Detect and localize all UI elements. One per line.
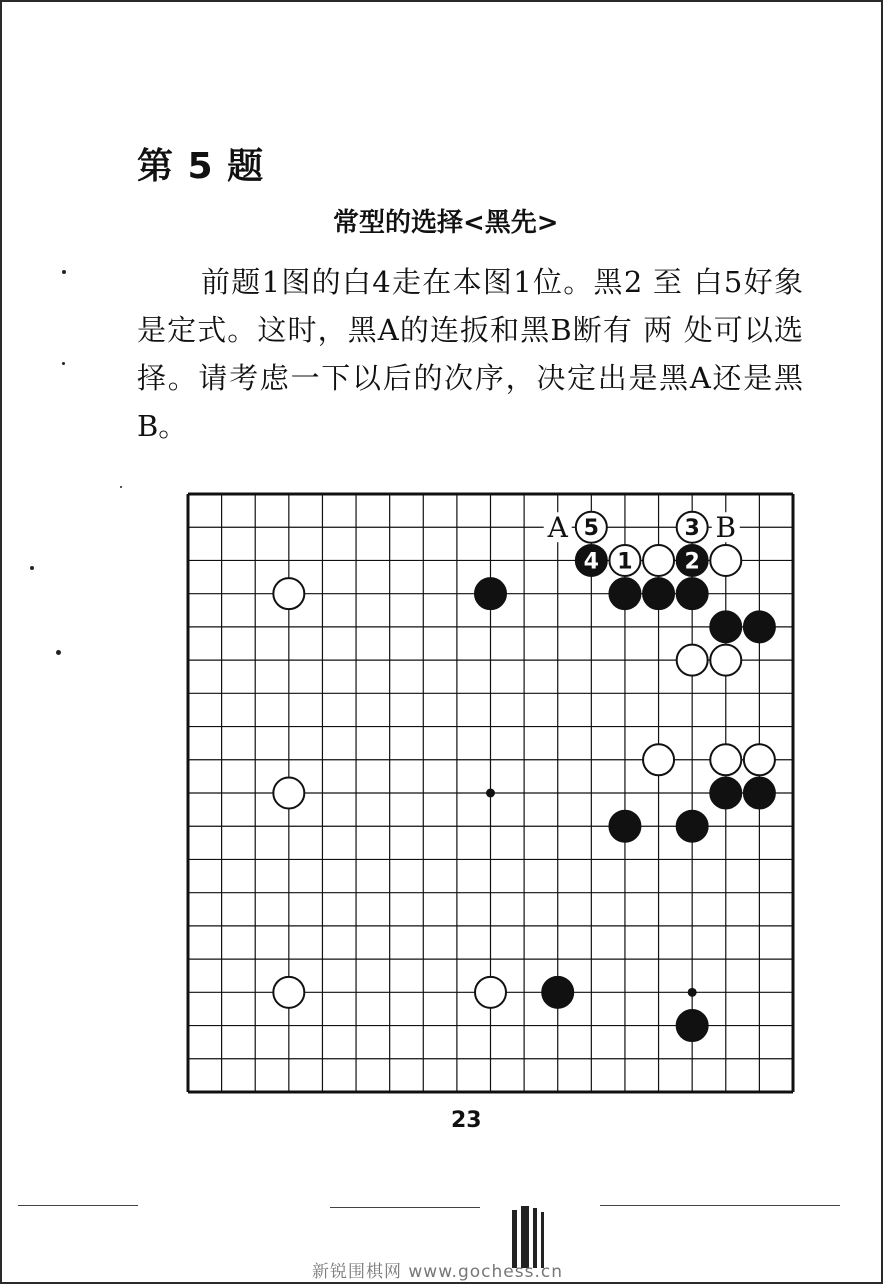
white-stone [677, 645, 708, 676]
white-stone [475, 977, 506, 1008]
move-number: 3 [684, 516, 700, 542]
bottom-rule-right [600, 1205, 840, 1206]
white-stone [710, 545, 741, 576]
marker-label-A: A [547, 511, 568, 545]
bottom-rule-left [18, 1205, 138, 1206]
bottom-rule-mid [330, 1207, 480, 1208]
black-stone [710, 778, 741, 809]
move-number: 2 [684, 549, 700, 575]
white-stone [710, 645, 741, 676]
white-stone [744, 744, 775, 775]
white-stone [273, 578, 304, 609]
star-point [486, 789, 495, 798]
black-stone [677, 578, 708, 609]
problem-description: 前题1图的白4走在本图1位。黑2 至 白5好象是定式。这时，黑A的连扳和黑B断有 两 处可以选择。请考虑一下以后的次序，决定出是黑A还是黑B。 [137, 265, 803, 443]
black-stone [677, 811, 708, 842]
black-stone [744, 611, 775, 642]
marker-label-B: B [715, 511, 737, 545]
black-stone [542, 977, 573, 1008]
white-stone [710, 744, 741, 775]
black-stone [475, 578, 506, 609]
white-stone [643, 744, 674, 775]
black-stone [643, 578, 674, 609]
problem-title: 第 5 题 [137, 146, 265, 187]
problem-subtitle: 常型的选择<黑先> [333, 208, 559, 238]
star-point [688, 988, 697, 997]
move-number: 5 [583, 516, 599, 542]
watermark: 新锐围棋网 www.gochess.cn [312, 1262, 563, 1282]
white-stone [273, 977, 304, 1008]
white-stone [273, 778, 304, 809]
black-stone [744, 778, 775, 809]
move-number: 1 [617, 549, 633, 575]
page-number: 23 [451, 1108, 482, 1133]
black-stone [609, 578, 640, 609]
black-stone [710, 611, 741, 642]
black-stone [609, 811, 640, 842]
black-stone [677, 1010, 708, 1041]
move-number: 4 [583, 549, 599, 575]
white-stone [643, 545, 674, 576]
